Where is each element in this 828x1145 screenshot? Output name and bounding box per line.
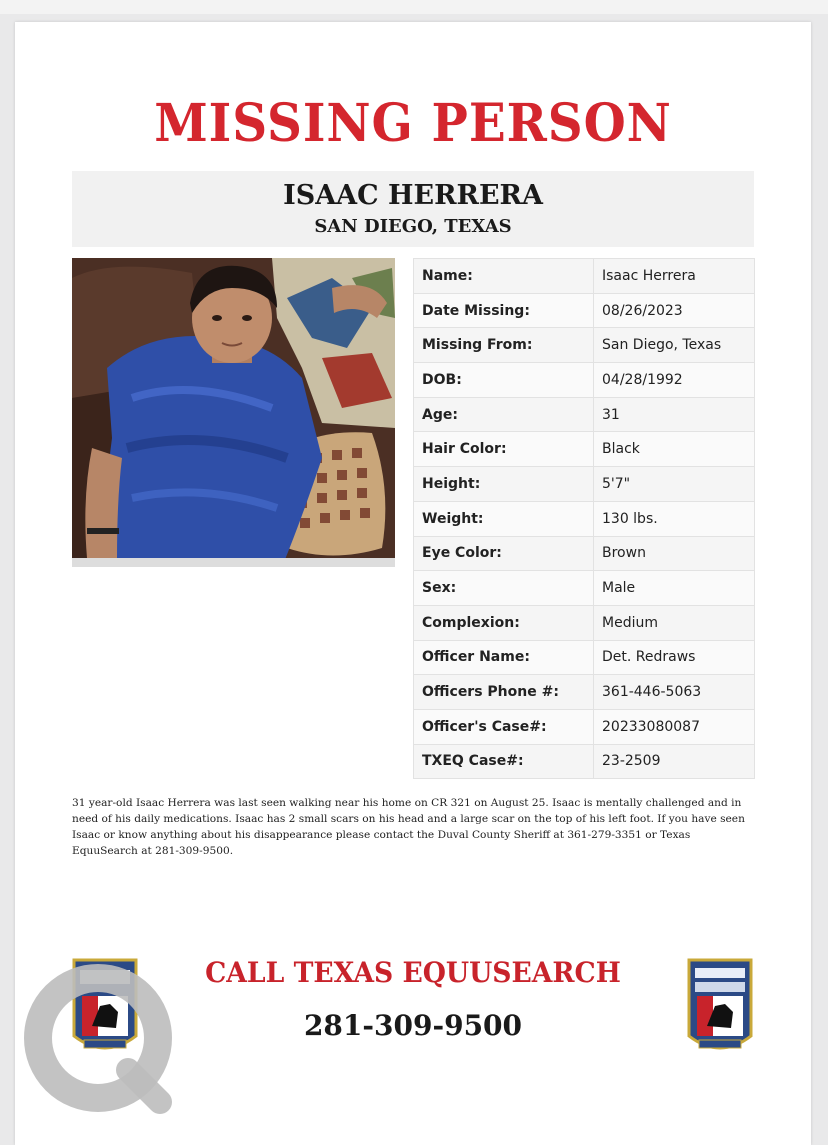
detail-label: Hair Color: [414, 432, 594, 467]
detail-value: 130 lbs. [594, 501, 755, 536]
detail-value: Det. Redraws [594, 640, 755, 675]
call-phone: 281-309-9500 [303, 1009, 523, 1042]
detail-row [414, 744, 755, 779]
detail-row [414, 328, 755, 363]
detail-value: Male [594, 571, 755, 606]
top-edge [0, 0, 828, 14]
search-magnifier-icon [10, 950, 190, 1130]
detail-row [414, 432, 755, 467]
detail-label: Age: [414, 397, 594, 432]
detail-value: 31 [594, 397, 755, 432]
detail-label: Officers Phone #: [414, 675, 594, 710]
detail-row [414, 675, 755, 710]
texas-equusearch-badge-icon [685, 956, 755, 1060]
person-photo [72, 258, 395, 567]
detail-row [414, 363, 755, 398]
call-line: CALL TEXAS EQUUSEARCH [205, 956, 621, 989]
detail-value: Isaac Herrera [594, 259, 755, 294]
detail-label: Height: [414, 467, 594, 502]
headline: MISSING PERSON [154, 93, 672, 154]
detail-value: Black [594, 432, 755, 467]
person-location: SAN DIEGO, TEXAS [314, 216, 512, 237]
detail-label: Missing From: [414, 328, 594, 363]
detail-value: Brown [594, 536, 755, 571]
person-name: ISAAC HERRERA [283, 180, 543, 211]
detail-row [414, 536, 755, 571]
detail-value: 04/28/1992 [594, 363, 755, 398]
details-table [413, 258, 755, 779]
detail-label: TXEQ Case#: [414, 744, 594, 779]
detail-row [414, 640, 755, 675]
detail-row [414, 501, 755, 536]
name-banner [72, 171, 754, 247]
detail-label: Complexion: [414, 605, 594, 640]
detail-value: 23-2509 [594, 744, 755, 779]
detail-label: Weight: [414, 501, 594, 536]
detail-value: Medium [594, 605, 755, 640]
detail-label: Officer's Case#: [414, 709, 594, 744]
detail-row [414, 259, 755, 294]
detail-value: 20233080087 [594, 709, 755, 744]
detail-label: Name: [414, 259, 594, 294]
detail-value: 361-446-5063 [594, 675, 755, 710]
detail-value: 08/26/2023 [594, 293, 755, 328]
case-description: 31 year-old Isaac Herrera was last seen walking near his home on CR 321 on August 25. Isaac is mentally challenged and in need of his daily medications. Isaac has 2 small scars on his head and a large scar on the top of his left foot. If you have seen Isaac or know anything about his disappearance please contact the Duval County Sheriff at 361-279-3351 or Texas EquuSearch at 281-309-9500. [72, 797, 745, 857]
detail-value: 5'7" [594, 467, 755, 502]
detail-value: San Diego, Texas [594, 328, 755, 363]
detail-row [414, 605, 755, 640]
detail-label: DOB: [414, 363, 594, 398]
detail-row [414, 397, 755, 432]
detail-row [414, 467, 755, 502]
detail-label: Officer Name: [414, 640, 594, 675]
detail-row [414, 293, 755, 328]
detail-row [414, 571, 755, 606]
detail-label: Sex: [414, 571, 594, 606]
detail-row [414, 709, 755, 744]
detail-label: Date Missing: [414, 293, 594, 328]
detail-label: Eye Color: [414, 536, 594, 571]
